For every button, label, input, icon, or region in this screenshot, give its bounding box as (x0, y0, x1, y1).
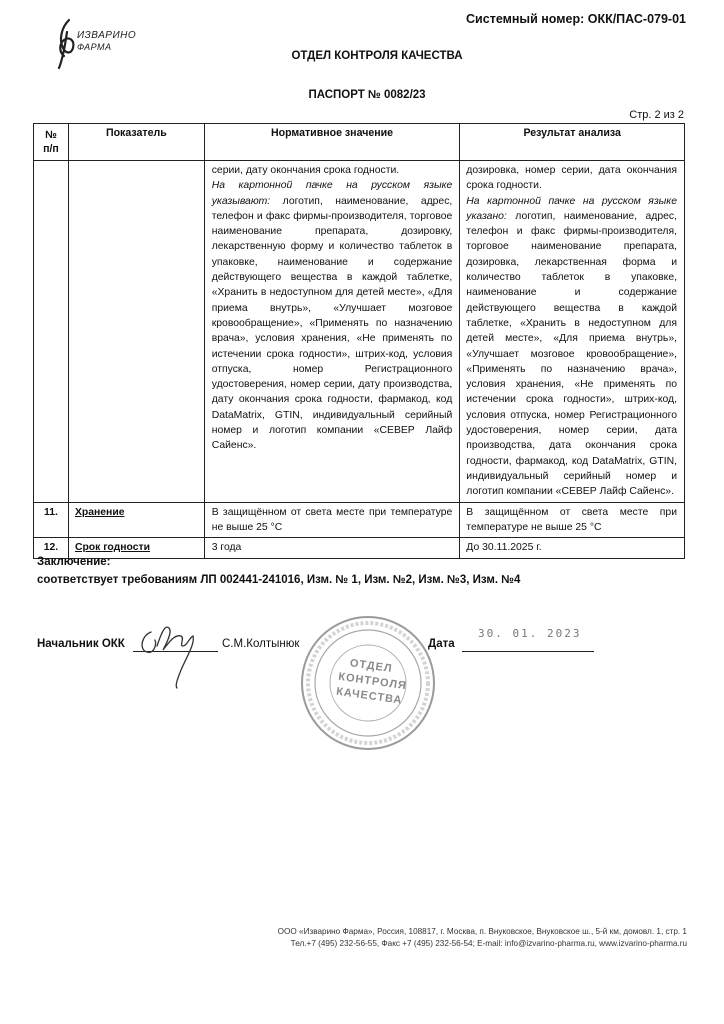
cell-num: 11. (34, 502, 69, 538)
date-line (462, 651, 594, 652)
norm-italic: На картонной пачке на русском языке указывают: (211, 180, 453, 207)
indicator-storage: Хранение (74, 506, 125, 518)
page-number: Стр. 2 из 2 (629, 109, 684, 121)
cell-result-continuation (460, 161, 685, 503)
cell-result: До 30.11.2025 г. (460, 538, 685, 559)
conclusion-text: соответствует требованиям ЛП 002441-241016, Изм. № 1, Изм. №2, Изм. №3, Изм. №4 (37, 574, 521, 586)
cell-indicator (68, 502, 204, 538)
table-row-continuation (34, 161, 685, 503)
header-num-line1: № (45, 129, 57, 141)
stamp-text: ОТДЕЛ КОНТРОЛЯ КАЧЕСТВА (335, 657, 408, 707)
cell-norm-continuation (204, 161, 460, 503)
department-title: ОТДЕЛ КОНТРОЛЯ КАЧЕСТВА (291, 50, 463, 62)
table-row (34, 538, 685, 559)
cell-norm: В защищённом от света месте при температуре не выше 25 °С (204, 502, 460, 538)
header-result: Результат анализа (460, 124, 685, 161)
header-indicator: Показатель (68, 124, 204, 161)
footer-contacts: Тел.+7 (495) 232-56-55, Факс +7 (495) 232-56-54; E-mail: info@izvarino-pharma.ru, www.izvarino-pharma.ru (290, 939, 687, 948)
result-line1: дозировка, номер серии, дата окончания срока годности. (466, 165, 677, 192)
table-header-row (34, 124, 685, 161)
logo-text-line2: ФАРМА (77, 42, 112, 52)
result-rest: логотип, наименование, адрес, телефон и факс фирмы-производителя, торговое наименование препарата, дозировка, лекарственная форма и количество таблеток в упаковке, наименование и содержание действующего вещества в каждой таблетке, «Хранить в недоступном для детей месте», «Для приема внутрь», «Улучшает мозговое кровообращение», «Применять по назначению врача», условия хранения, «Не применять по истечении срока годности», штрих-код, условия отпуска, номер Регистрационного удостоверения, номер серии, дата производства, дата окончания срока годности, фармакод, код DataMatrix, GTIN, индивидуальный серийный номер и логотип компании «СЕВЕР Лайф Сайенс». (466, 210, 677, 498)
analysis-table (33, 123, 685, 559)
header-num (34, 124, 69, 161)
company-logo (55, 18, 165, 70)
handwritten-signature-icon (135, 612, 215, 692)
cell-num: 12. (34, 538, 69, 559)
header-norm: Нормативное значение (204, 124, 460, 161)
quality-control-stamp (298, 613, 438, 753)
table-row (34, 502, 685, 538)
cell-indicator-empty (68, 161, 204, 503)
cell-num-empty (34, 161, 69, 503)
norm-rest: логотип, наименование, адрес, телефон и факс фирмы-производителя, торговое наименование препарата, дозировку, лекарственную форму и количество таблеток в упаковке, наименование и содержание действующего вещества в каждой таблетке, «Хранить в недоступном для детей месте», «Для приема внутрь», «Улучшает мозговое кровообращение», «Применять по назначению врача», условия хранения, «Не применять по истечении срока годности», штрих-код, условия отпуска, номер Регистрационного удостоверения, номер серии, дату производства, дату окончания срока годности, фармакод, код DataMatrix, GTIN, индивидуальный серийный номер и логотип компании «СЕВЕР Лайф Сайенс». (211, 195, 453, 452)
footer-address: ООО «Изварино Фарма», Россия, 108817, г. Москва, п. Внуковское, Внуковское ш., 5-й км, домовл. 1, стр. 1 (277, 927, 687, 936)
logo-text-line1: ИЗВАРИНО (77, 30, 137, 41)
signature-role: Начальник ОКК (37, 638, 125, 650)
cell-result: В защищённом от света месте при температуре не выше 25 °С (460, 502, 685, 538)
date-label: Дата (428, 638, 455, 650)
cell-norm: 3 года (204, 538, 460, 559)
passport-number: ПАСПОРТ № 0082/23 (308, 89, 426, 101)
date-value: 30. 01. 2023 (478, 627, 582, 640)
result-italic: На картонной пачке на русском языке указано: (466, 195, 677, 222)
logo-mark-icon (55, 18, 79, 70)
header-num-line2: п/п (43, 143, 59, 155)
norm-line1: серии, дату окончания срока годности. (211, 165, 400, 176)
system-number: Системный номер: ОКК/ПАС-079-01 (466, 12, 686, 26)
indicator-shelf-life: Срок годности (74, 542, 150, 554)
signatory-name: С.М.Колтынюк (222, 638, 300, 650)
conclusion-label: Заключение: (37, 556, 111, 568)
